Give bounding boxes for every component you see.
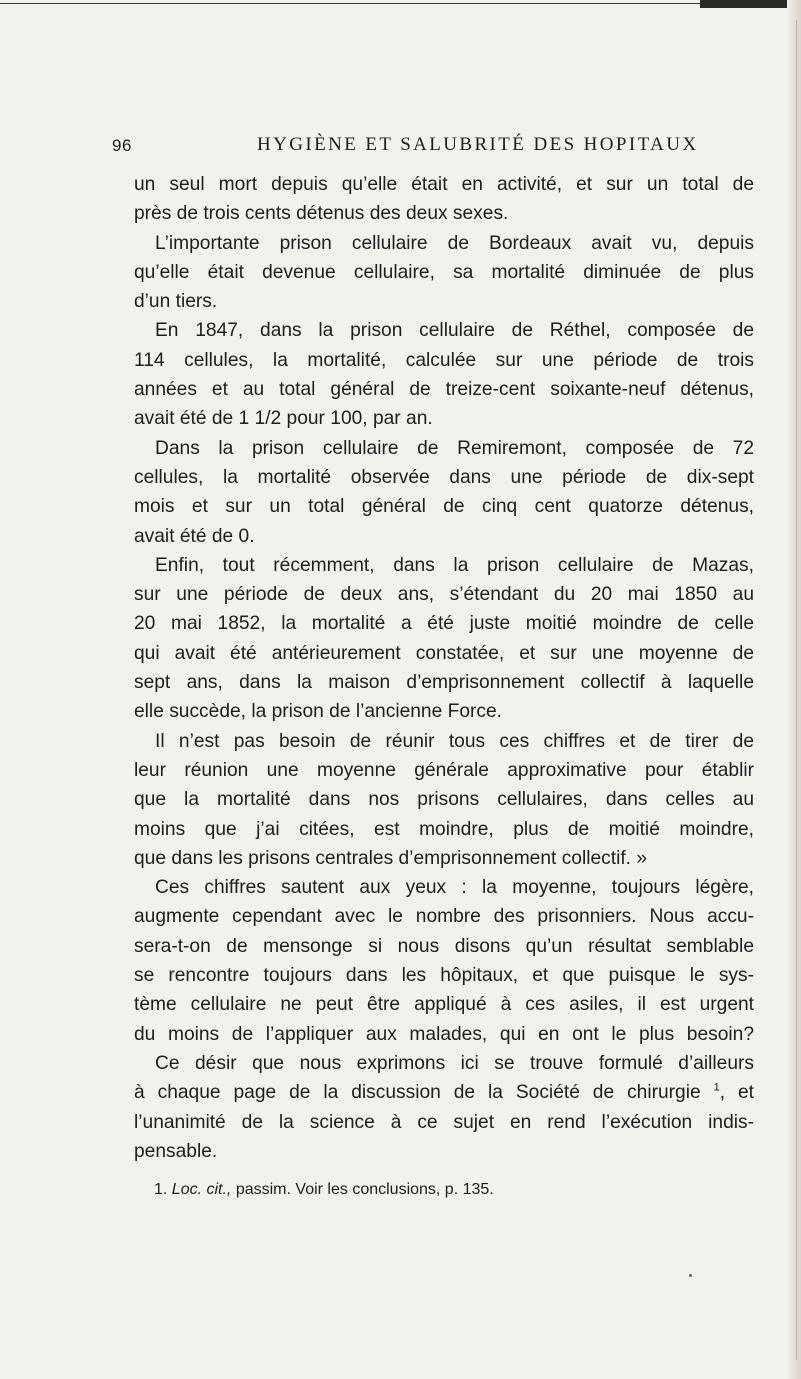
text-line: 114 cellules, la mortalité, calculée sur une période de trois	[134, 349, 754, 371]
text-line: près de trois cents détenus des deux sexes.	[134, 203, 509, 225]
text-line: Dans la prison cellulaire de Remiremont, composée de 72	[155, 437, 754, 459]
text-line: Il n’est pas besoin de réunir tous ces chiffres et de tirer de	[155, 730, 754, 752]
text-line: Ce désir que nous exprimons ici se trouve formulé d’ailleurs	[155, 1052, 754, 1074]
text-line: avait été de 0.	[134, 525, 255, 547]
page-header	[112, 136, 772, 166]
text-line: moins que j’ai citées, est moindre, plus de moitié moindre,	[134, 818, 754, 840]
top-border-line	[0, 3, 801, 4]
text-line: que dans les prisons centrales d’emprisonnement collectif. »	[134, 847, 648, 869]
text-line: années et au total général de treize-cent soixante-neuf détenus,	[134, 379, 754, 401]
footnote-citation: Loc. cit.,	[171, 1181, 232, 1198]
text-line: un seul mort depuis qu’elle était en activité, et sur un total de	[134, 174, 754, 195]
text-line: d’un tiers.	[134, 291, 218, 313]
text-line: elle succède, la prison de l’ancienne Force.	[134, 701, 502, 723]
text-line: sera-t-on de mensonge si nous disons qu’un résultat semblable	[134, 935, 754, 957]
footnote-text: passim. Voir les conclusions, p. 135.	[235, 1181, 494, 1198]
text-line: qui avait été antérieurement constatée, et sur une moyenne de	[134, 642, 754, 664]
text-line: avait été de 1 1/2 pour 100, par an.	[134, 408, 433, 430]
footnote-reference: 1	[713, 1081, 720, 1094]
text-line: mois et sur un total général de cinq cent quatorze détenus,	[134, 496, 754, 518]
footnote-number: 1.	[154, 1181, 168, 1198]
text-line: l’unanimité de la science à ce sujet en rend l’exécution indis-	[134, 1111, 754, 1133]
text-line: sept ans, dans la maison d’emprisonnement collectif à laquelle	[134, 672, 754, 694]
text-line: pensable.	[134, 1140, 218, 1162]
running-title: HYGIÈNE ET SALUBRITÉ DES HOPITAUX	[257, 134, 699, 155]
text-line: Enfin, tout récemment, dans la prison cellulaire de Mazas,	[155, 554, 754, 576]
text-line: L’importante prison cellulaire de Bordeaux avait vu, depuis	[155, 232, 754, 254]
text-line: qu’elle était devenue cellulaire, sa mortalité diminuée de plus	[134, 261, 754, 283]
text-line: tème cellulaire ne peut être appliqué à ces asiles, il est urgent	[134, 994, 754, 1016]
print-speck	[689, 1274, 692, 1277]
text-fragment: , et	[719, 1082, 754, 1104]
page-edge-shadow	[787, 0, 801, 1379]
text-line: se rencontre toujours dans les hôpitaux, et que puisque le sys-	[134, 965, 754, 987]
text-line: 20 mai 1852, la mortalité a été juste moitié moindre de celle	[134, 613, 754, 635]
text-line: En 1847, dans la prison cellulaire de Réthel, composée de	[155, 320, 754, 342]
text-line-with-note	[134, 1078, 754, 1107]
page-edge-line	[796, 20, 797, 1360]
body-text	[134, 170, 754, 1166]
page-number: 96	[112, 136, 132, 155]
text-line: du moins de l’appliquer aux malades, qui en ont le plus besoin?	[134, 1023, 754, 1045]
text-line: augmente cependant avec le nombre des prisonniers. Nous accu-	[134, 906, 754, 928]
text-line: leur réunion une moyenne générale approximative pour établir	[134, 759, 754, 781]
text-line: sur une période de deux ans, s’étendant du 20 mai 1850 au	[134, 584, 754, 606]
top-border-mark	[700, 0, 801, 8]
footnote	[154, 1176, 754, 1204]
text-line: Ces chiffres sautent aux yeux : la moyenne, toujours légère,	[155, 877, 754, 899]
text-line: cellules, la mortalité observée dans une période de dix-sept	[134, 466, 754, 488]
text-fragment: à chaque page de la discussion de la Société de chirurgie	[134, 1082, 701, 1104]
text-line: que la mortalité dans nos prisons cellulaires, dans celles au	[134, 789, 754, 811]
